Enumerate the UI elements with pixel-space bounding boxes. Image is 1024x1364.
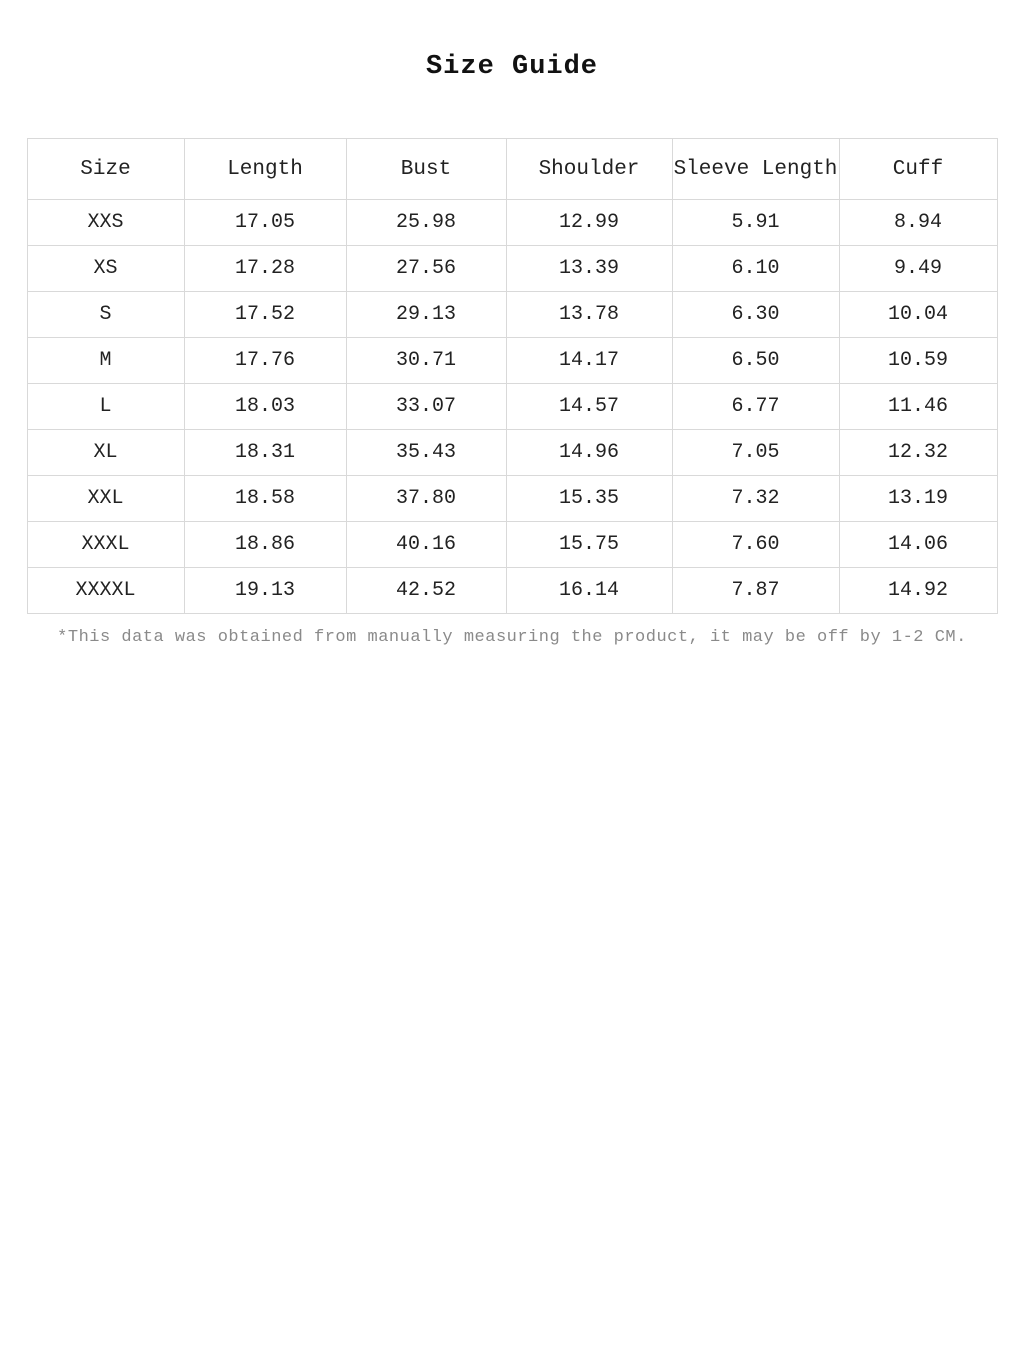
size-label-cell: L: [27, 384, 184, 430]
table-row-xxxl: [27, 522, 997, 568]
measurement-cell: 19.13: [184, 568, 346, 614]
table-body: [27, 200, 997, 614]
measurement-cell: 42.52: [346, 568, 506, 614]
table-row-s: [27, 292, 997, 338]
measurement-cell: 7.87: [672, 568, 839, 614]
measurement-cell: 6.50: [672, 338, 839, 384]
size-label-cell: XS: [27, 246, 184, 292]
measurement-cell: 30.71: [346, 338, 506, 384]
measurement-cell: 18.86: [184, 522, 346, 568]
header-row: [27, 139, 997, 200]
measurement-cell: 16.14: [506, 568, 672, 614]
measurement-cell: 12.99: [506, 200, 672, 246]
measurement-cell: 14.17: [506, 338, 672, 384]
size-label-cell: S: [27, 292, 184, 338]
column-header-length: Length: [184, 139, 346, 200]
table-row-l: [27, 384, 997, 430]
measurement-cell: 18.03: [184, 384, 346, 430]
measurement-cell: 6.10: [672, 246, 839, 292]
column-header-shoulder: Shoulder: [506, 139, 672, 200]
size-label-cell: M: [27, 338, 184, 384]
size-label-cell: XXXXL: [27, 568, 184, 614]
measurement-cell: 7.32: [672, 476, 839, 522]
measurement-cell: 17.28: [184, 246, 346, 292]
column-header-sleeve-length: Sleeve Length: [672, 139, 839, 200]
measurement-cell: 33.07: [346, 384, 506, 430]
measurement-cell: 14.96: [506, 430, 672, 476]
measurement-cell: 13.19: [839, 476, 997, 522]
measurement-cell: 14.06: [839, 522, 997, 568]
measurement-cell: 17.52: [184, 292, 346, 338]
table-row-xl: [27, 430, 997, 476]
size-guide-table: [27, 138, 998, 614]
column-header-size: Size: [27, 139, 184, 200]
page-title: Size Guide: [425, 52, 599, 82]
measurement-cell: 37.80: [346, 476, 506, 522]
measurement-cell: 14.57: [506, 384, 672, 430]
table-header: [27, 139, 997, 200]
size-label-cell: XXS: [27, 200, 184, 246]
measurement-cell: 6.30: [672, 292, 839, 338]
measurement-cell: 40.16: [346, 522, 506, 568]
measurement-cell: 35.43: [346, 430, 506, 476]
measurement-cell: 18.58: [184, 476, 346, 522]
table-row-m: [27, 338, 997, 384]
measurement-cell: 7.60: [672, 522, 839, 568]
measurement-cell: 13.78: [506, 292, 672, 338]
column-header-cuff: Cuff: [839, 139, 997, 200]
measurement-cell: 8.94: [839, 200, 997, 246]
measurement-cell: 12.32: [839, 430, 997, 476]
measurement-cell: 15.75: [506, 522, 672, 568]
size-label-cell: XXL: [27, 476, 184, 522]
measurement-cell: 17.05: [184, 200, 346, 246]
measurement-cell: 5.91: [672, 200, 839, 246]
measurement-cell: 25.98: [346, 200, 506, 246]
measurement-cell: 10.04: [839, 292, 997, 338]
table-row-xxs: [27, 200, 997, 246]
measurement-cell: 11.46: [839, 384, 997, 430]
measurement-cell: 9.49: [839, 246, 997, 292]
table-row-xxxxl: [27, 568, 997, 614]
measurement-cell: 7.05: [672, 430, 839, 476]
measurement-cell: 10.59: [839, 338, 997, 384]
measurement-disclaimer: *This data was obtained from manually measuring the product, it may be off by 1-2 CM.: [57, 628, 967, 647]
table-row-xxl: [27, 476, 997, 522]
table-row-xs: [27, 246, 997, 292]
measurement-cell: 13.39: [506, 246, 672, 292]
measurement-cell: 15.35: [506, 476, 672, 522]
size-label-cell: XL: [27, 430, 184, 476]
size-label-cell: XXXL: [27, 522, 184, 568]
measurement-cell: 14.92: [839, 568, 997, 614]
measurement-cell: 29.13: [346, 292, 506, 338]
measurement-cell: 6.77: [672, 384, 839, 430]
measurement-cell: 17.76: [184, 338, 346, 384]
measurement-cell: 18.31: [184, 430, 346, 476]
column-header-bust: Bust: [346, 139, 506, 200]
measurement-cell: 27.56: [346, 246, 506, 292]
